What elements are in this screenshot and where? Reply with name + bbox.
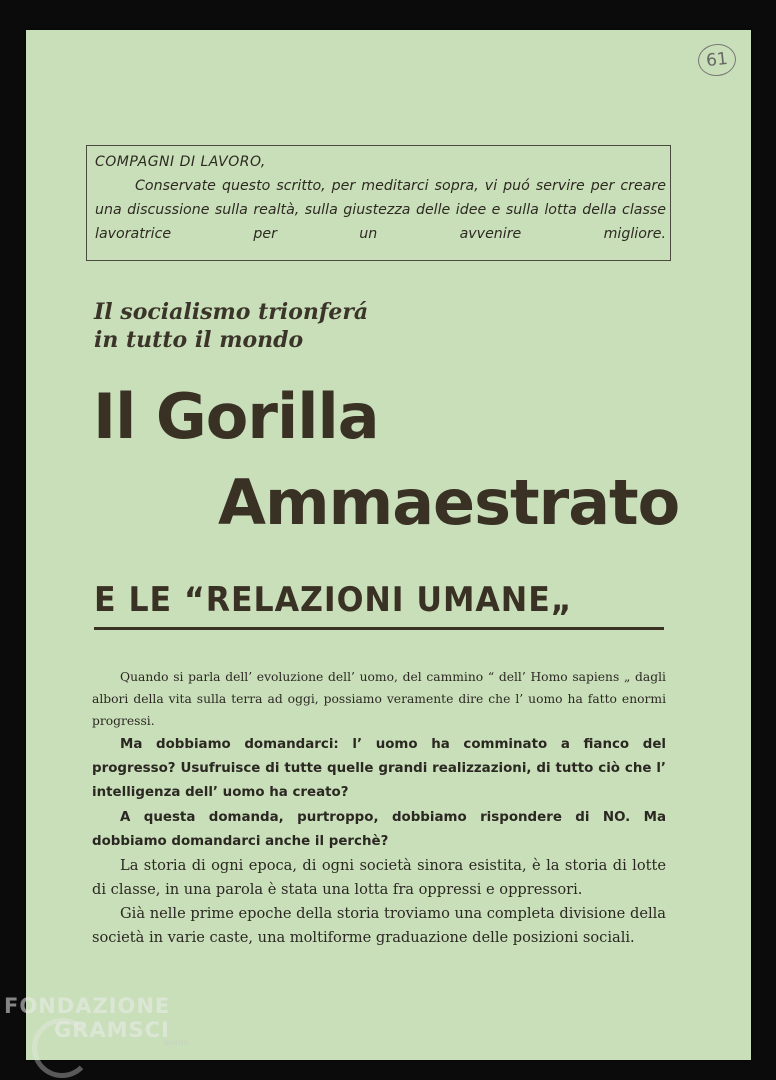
title-line-2: Ammaestrato	[218, 466, 680, 539]
subtitle: E LE “RELAZIONI UMANE„	[94, 580, 573, 620]
title-line-1: Il Gorilla	[93, 380, 379, 453]
watermark-line-1: FONDAZIONE	[4, 994, 171, 1018]
slogan	[94, 298, 368, 354]
slogan-line-2: in tutto il mondo	[94, 327, 304, 353]
document-page	[26, 30, 751, 1060]
slogan-line-1: Il socialismo trionferá	[94, 299, 369, 325]
archive-watermark	[4, 994, 188, 1047]
notice-box	[86, 145, 671, 261]
subtitle-underline	[94, 627, 664, 630]
paragraph-3: A questa domanda, purtroppo, dobbiamo rispondere di NO. Ma dobbiamo domandarci anche il perchè?	[92, 810, 666, 849]
watermark-line-2: GRAMSCI	[54, 1018, 170, 1042]
paragraph-2: Ma dobbiamo domandarci: l’ uomo ha comminato a fianco del progresso? Usufruisce di tutte quelle grandi realizzazioni, di tutto ciò che l’ intelligenza dell’ uomo ha creato?	[92, 737, 666, 800]
notice-heading: COMPAGNI DI LAVORO,	[95, 154, 266, 170]
paragraph-5: Già nelle prime epoche della storia troviamo una completa divisione della società in varie caste, una moltiforme graduazione delle posizioni sociali.	[92, 905, 666, 946]
watermark-g-icon	[32, 1018, 92, 1078]
page-number: 61	[696, 42, 737, 78]
article-body	[92, 666, 666, 950]
paragraph-1: Quando si parla dell’ evoluzione dell’ uomo, del cammino “ dell’ Homo sapiens „ dagli albori della vita sulla terra ad oggi, possiamo veramente dire che l’ uomo ha fatto enormi progressi.	[92, 670, 666, 728]
watermark-line-3: onlus	[164, 1038, 189, 1047]
notice-text: Conservate questo scritto, per meditarci sopra, vi puó servire per creare una discussione sulla realtà, sulla giustezza delle idee e sulla lotta della classe lavoratrice per un avvenire migliore.	[95, 178, 666, 242]
paragraph-4: La storia di ogni epoca, di ogni società sinora esistita, è la storia di lotte di classe, in una parola è stata una lotta fra oppressi e oppressori.	[92, 857, 666, 898]
